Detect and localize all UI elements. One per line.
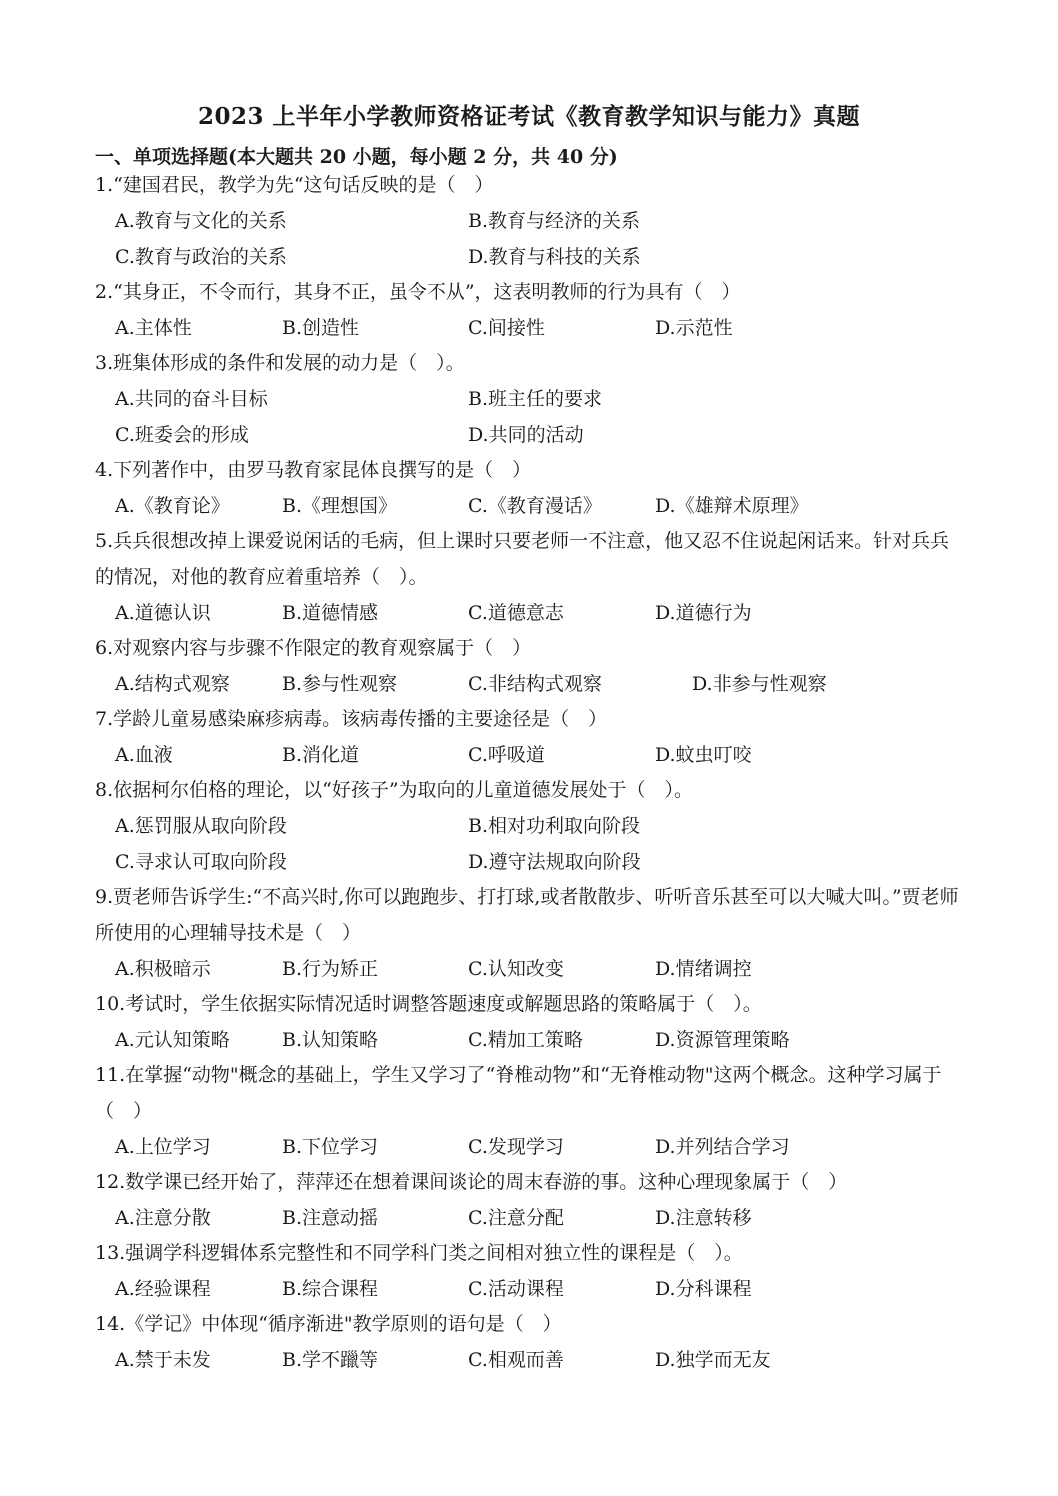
option: D.资源管理策略	[655, 1029, 790, 1051]
option: B.道德情感	[282, 602, 379, 624]
option: C.非结构式观察	[468, 673, 602, 695]
option: A.教育与文化的关系	[115, 210, 287, 232]
option: A.禁于未发	[115, 1349, 211, 1371]
option: D.示范性	[655, 317, 733, 339]
option: A.积极暗示	[115, 958, 211, 980]
option: B.认知策略	[282, 1029, 379, 1051]
option: D.教育与科技的关系	[468, 246, 641, 268]
question-stem: 7.学龄儿童易感染麻疹病毒。该病毒传播的主要途径是（ ）	[95, 708, 608, 730]
option: A.元认知策略	[115, 1029, 230, 1051]
option: D.蚊虫叮咬	[655, 744, 752, 766]
question-stem: 1.“建国君民，教学为先“这句话反映的是（ ）	[95, 174, 494, 196]
option: A.《教育论》	[115, 495, 230, 517]
option: B.参与性观察	[282, 673, 398, 695]
option: C.精加工策略	[468, 1029, 583, 1051]
option: B.注意动摇	[282, 1207, 379, 1229]
option: A.共同的奋斗目标	[115, 388, 268, 410]
question-stem: 13.强调学科逻辑体系完整性和不同学科门类之间相对独立性的课程是（ ）。	[95, 1242, 743, 1264]
option: A.惩罚服从取向阶段	[115, 815, 287, 837]
question-stem: 3.班集体形成的条件和发展的动力是（ ）。	[95, 352, 465, 374]
question-stem: 6.对观察内容与步骤不作限定的教育观察属于（ ）	[95, 637, 532, 659]
option: C.间接性	[468, 317, 545, 339]
question-stem: 8.依据柯尔伯格的理论，以“好孩子”为取向的儿童道德发展处于（ ）。	[95, 779, 694, 801]
option: A.上位学习	[115, 1136, 211, 1158]
option: D.并列结合学习	[655, 1136, 790, 1158]
option: D.非参与性观察	[692, 673, 827, 695]
question-stem: 4.下列著作中，由罗马教育家昆体良撰写的是（ ）	[95, 459, 532, 481]
option: C.注意分配	[468, 1207, 564, 1229]
option: D.独学而无友	[655, 1349, 771, 1371]
option: A.道德认识	[115, 602, 211, 624]
option: C.活动课程	[468, 1278, 564, 1300]
option: B.学不躐等	[282, 1349, 379, 1371]
page-title: 2023 上半年小学教师资格证考试《教育教学知识与能力》真题	[197, 103, 861, 130]
option: D.遵守法规取向阶段	[468, 851, 641, 873]
question-stem: 5.兵兵很想改掉上课爱说闲话的毛病，但上课时只要老师一不注意，他又忍不住说起闲话来。针对兵兵的情况，对他的教育应着重培养（ ）。	[95, 530, 950, 588]
option: D.注意转移	[655, 1207, 752, 1229]
option: C.呼吸道	[468, 744, 545, 766]
option: C.道德意志	[468, 602, 564, 624]
question-stem: 9.贾老师告诉学生:“不高兴时,你可以跑跑步、打打球,或者散散步、听听音乐甚至可以大喊大叫。”贾老师所使用的心理辅导技术是（ ）	[95, 886, 959, 944]
section-heading: 一、单项选择题(本大题共 20 小题，每小题 2 分，共 40 分)	[95, 146, 618, 168]
question-stem: 14.《学记》中体现“循序渐进"教学原则的语句是（ ）	[95, 1313, 562, 1335]
option: D.情绪调控	[655, 958, 752, 980]
question-stem: 12.数学课已经开始了，萍萍还在想着课间谈论的周末春游的事。这种心理现象属于（ ）	[95, 1171, 848, 1193]
question-stem: 10.考试时，学生依据实际情况适时调整答题速度或解题思路的策略属于（ ）。	[95, 993, 762, 1015]
option: C.教育与政治的关系	[115, 246, 287, 268]
option: A.结构式观察	[115, 673, 230, 695]
question-stem: 2.“其身正，不令而行，其身不正，虽令不从”，这表明教师的行为具有（ ）	[95, 281, 741, 303]
option: B.消化道	[282, 744, 360, 766]
option: A.注意分散	[115, 1207, 211, 1229]
option: C.班委会的形成	[115, 424, 249, 446]
option: A.血液	[115, 744, 173, 766]
option: B.创造性	[282, 317, 360, 339]
option: C.相观而善	[468, 1349, 564, 1371]
option: A.经验课程	[115, 1278, 211, 1300]
option: D.道德行为	[655, 602, 752, 624]
option: C.《教育漫话》	[468, 495, 602, 517]
option: D.《雄辩术原理》	[655, 495, 809, 517]
option: B.相对功利取向阶段	[468, 815, 641, 837]
option: C.发现学习	[468, 1136, 564, 1158]
option: B.下位学习	[282, 1136, 379, 1158]
option: B.班主任的要求	[468, 388, 603, 410]
option: C.认知改变	[468, 958, 564, 980]
option: A.主体性	[115, 317, 192, 339]
question-stem: 11.在掌握“动物"概念的基础上，学生又学习了“脊椎动物”和“无脊椎动物"这两个概念。这种学习属于（ ）	[95, 1064, 942, 1122]
option: B.综合课程	[282, 1278, 379, 1300]
option: D.共同的活动	[468, 424, 584, 446]
option: C.寻求认可取向阶段	[115, 851, 287, 873]
option: B.教育与经济的关系	[468, 210, 641, 232]
option: B.行为矫正	[282, 958, 379, 980]
option: B.《理想国》	[282, 495, 398, 517]
option: D.分科课程	[655, 1278, 752, 1300]
